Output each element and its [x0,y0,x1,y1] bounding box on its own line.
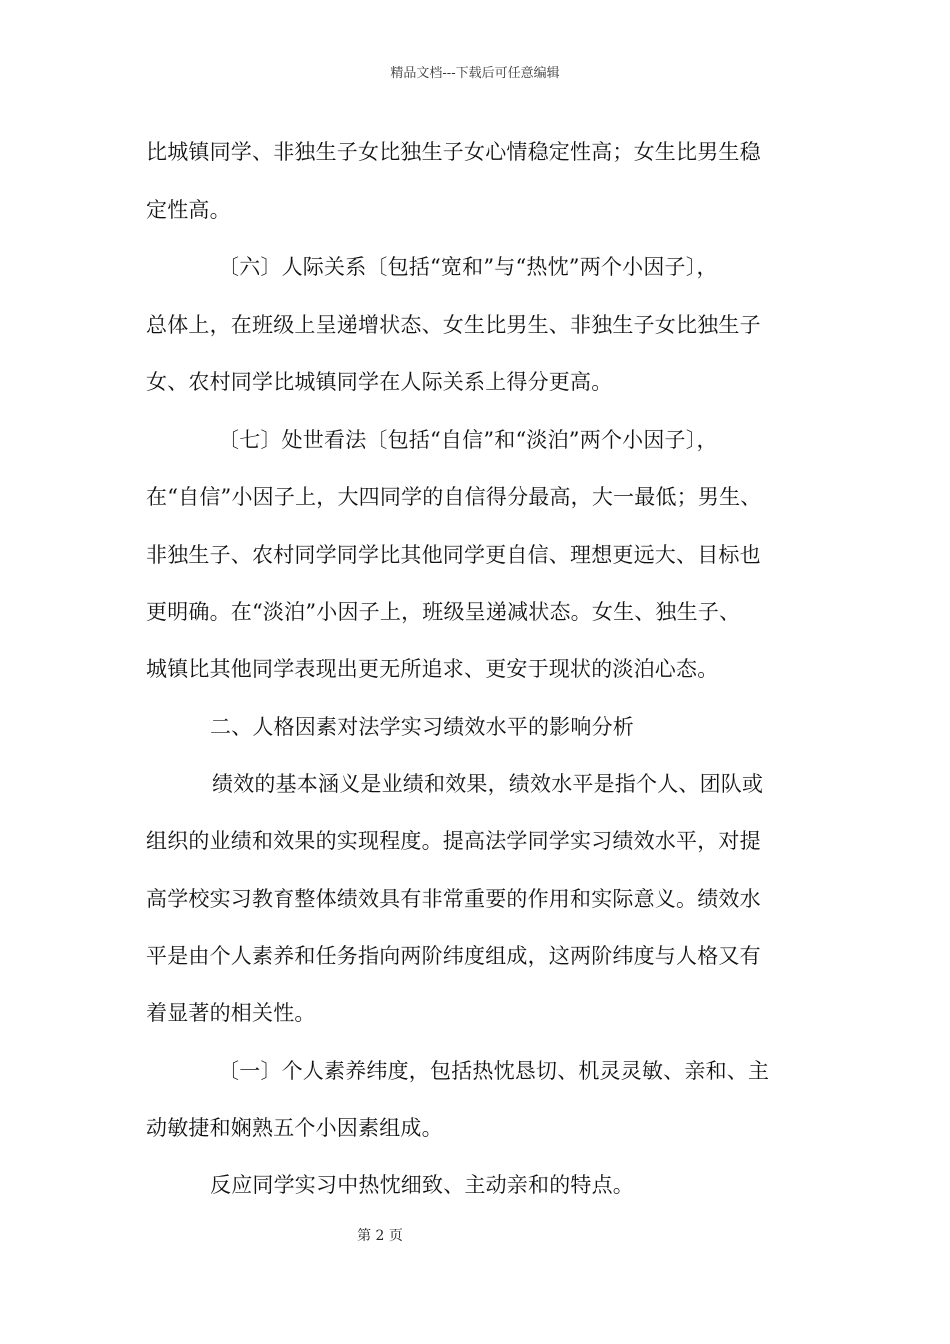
text-line: 总体上，在班级上呈递增状态、女生比男生、非独生子女比独生子 [146,313,761,337]
text-line: 非独生子、农村同学同学比其他同学更自信、理想更远大、目标也 [146,543,761,567]
section-heading: 〔六〕人际关系〔包括“宽和”与“热忱”两个小因子〕， [218,255,718,279]
text-line: 反应同学实习中热忱细致、主动亲和的特点。 [210,1173,634,1197]
section-heading: 〔一〕个人素养纬度，包括热忱恳切、机灵灵敏、亲和、主 [218,1059,770,1083]
section-heading: 二、人格因素对法学实习绩效水平的影响分析 [210,715,634,739]
text-line: 动敏捷和娴熟五个小因素组成。 [146,1116,443,1140]
page-header: 精品文档---下载后可任意编辑 [390,66,560,81]
text-line: 城镇比其他同学表现出更无所追求、更安于现状的淡泊心态。 [146,657,719,681]
text-line: 着显著的相关性。 [146,1001,316,1025]
text-line: 定性高。 [146,198,231,222]
text-line: 平是由个人素养和任务指向两阶纬度组成，这两阶纬度与人格又有 [146,944,761,968]
text-line: 更明确。在“淡泊”小因子上，班级呈递减状态。女生、独生子、 [146,600,741,624]
text-line: 高学校实习教育整体绩效具有非常重要的作用和实际意义。绩效水 [146,887,761,911]
text-line: 组织的业绩和效果的实现程度。提高法学同学实习绩效水平，对提 [146,829,761,853]
page-number: 第 2 页 [357,1228,403,1244]
text-line: 绩效的基本涵义是业绩和效果，绩效水平是指个人、团队或 [212,772,764,796]
text-line: 比城镇同学、非独生子女比独生子女心情稳定性高；女生比男生稳 [146,140,761,164]
section-heading: 〔七〕处世看法〔包括“自信”和“淡泊”两个小因子〕， [218,428,718,452]
text-line: 在“自信”小因子上，大四同学的自信得分最高，大一最低；男生、 [146,485,762,509]
text-line: 女、农村同学比城镇同学在人际关系上得分更高。 [146,370,613,394]
